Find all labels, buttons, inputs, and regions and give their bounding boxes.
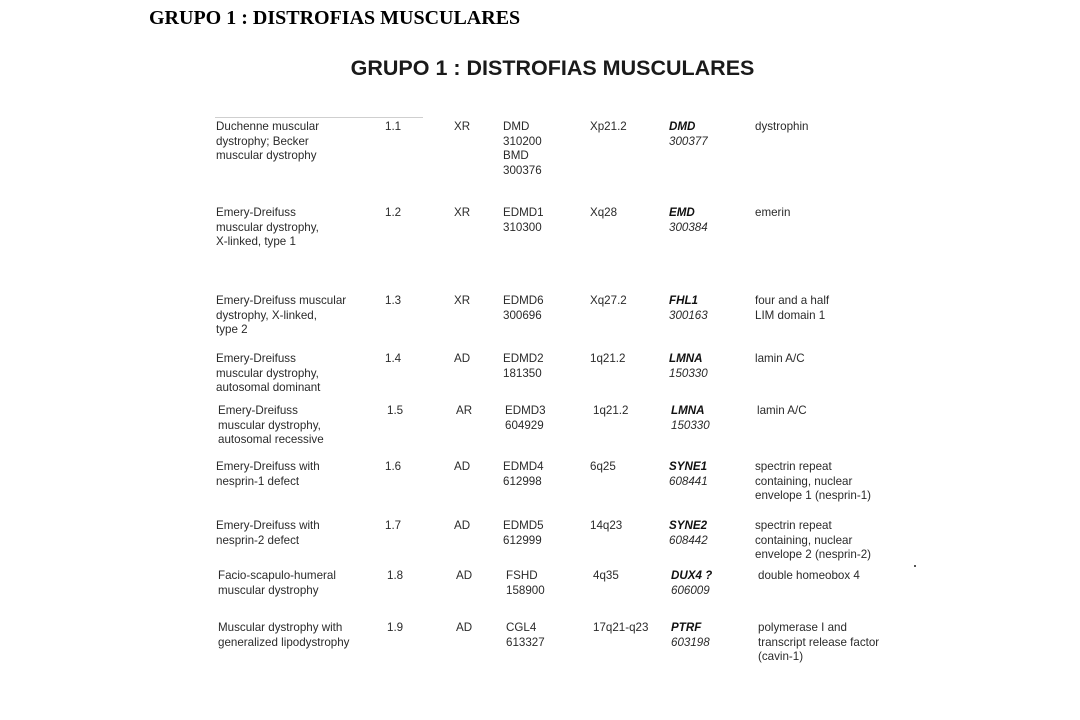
gene-locus: 14q23 [590,519,623,532]
gene-symbol: DMD [669,120,696,133]
inheritance: XR [454,120,471,133]
gene-omim: 606009 [671,583,710,597]
disease-name: Emery-Dreifuss muscular dystrophy, X-linked, type 1 [216,206,319,249]
protein: polymerase I and transcript release factor (cavin-1) [758,621,880,664]
inheritance: AR [456,404,473,417]
group-number: 1.7 [385,519,402,532]
document-title: GRUPO 1 : DISTROFIAS MUSCULARES [149,7,521,29]
inheritance: AD [454,519,471,532]
gene-omim: 300384 [669,220,708,234]
disease-name: Emery-Dreifuss muscular dystrophy, autosomal dominant [216,352,321,395]
gene-omim: 150330 [669,366,708,380]
group-number: 1.6 [385,460,402,473]
protein: spectrin repeat containing, nuclear envelope 2 (nesprin-2) [755,519,872,562]
gene-locus: 1q21.2 [590,352,626,365]
inheritance: AD [454,460,471,473]
gene-locus: 1q21.2 [593,404,629,417]
disease-symbol-omim: FSHD 158900 [506,569,545,597]
gene-omim: 608441 [669,474,708,488]
group-number: 1.8 [387,569,404,582]
group-number: 1.5 [387,404,404,417]
disease-symbol-omim: EDMD1 310300 [503,206,544,234]
gene-omim: 300377 [669,134,708,148]
disease-symbol-omim: EDMD2 181350 [503,352,544,380]
protein: emerin [755,206,791,219]
disease-symbol-omim: EDMD6 300696 [503,294,544,322]
protein: spectrin repeat containing, nuclear envelope 1 (nesprin-1) [755,460,872,503]
gene-omim: 603198 [671,635,710,649]
gene-symbol: PTRF [671,621,702,634]
gene-symbol: DUX4 ? [671,569,713,582]
gene-symbol: LMNA [671,404,705,417]
protein: four and a half LIM domain 1 [755,294,830,322]
gene-omim: 608442 [669,533,708,547]
gene-locus: 6q25 [590,460,616,473]
group-number: 1.1 [385,120,402,133]
group-number: 1.3 [385,294,402,307]
disease-symbol-omim: DMD 310200 BMD 300376 [503,120,542,177]
stray-dot [914,565,916,567]
disease-name: Emery-Dreifuss with nesprin-2 defect [216,519,320,547]
protein: double homeobox 4 [758,569,860,582]
disease-symbol-omim: CGL4 613327 [506,621,545,649]
disease-name: Facio-scapulo-humeral muscular dystrophy [218,569,336,597]
disease-name: Muscular dystrophy with generalized lipodystrophy [218,621,350,649]
inheritance: AD [456,569,473,582]
gene-omim: 150330 [671,418,710,432]
disease-symbol-omim: EDMD5 612999 [503,519,544,547]
inheritance: AD [456,621,473,634]
group-number: 1.9 [387,621,404,634]
slide-title: GRUPO 1 : DISTROFIAS MUSCULARES [350,56,755,80]
inheritance: AD [454,352,471,365]
protein: lamin A/C [755,352,805,365]
gene-symbol: LMNA [669,352,703,365]
gene-locus: 17q21-q23 [593,621,649,634]
protein: dystrophin [755,120,809,133]
disease-name: Duchenne muscular dystrophy; Becker muscular dystrophy [216,120,320,163]
gene-symbol: SYNE1 [669,460,708,473]
gene-omim: 300163 [669,308,708,322]
gene-locus: Xp21.2 [590,120,627,133]
group-number: 1.4 [385,352,402,365]
protein: lamin A/C [757,404,807,417]
gene-symbol: SYNE2 [669,519,708,532]
inheritance: XR [454,206,471,219]
disease-symbol-omim: EDMD3 604929 [505,404,546,432]
disease-name: Emery-Dreifuss muscular dystrophy, autosomal recessive [218,404,324,447]
gene-locus: Xq27.2 [590,294,627,307]
disease-name: Emery-Dreifuss muscular dystrophy, X-linked, type 2 [216,294,347,337]
gene-locus: 4q35 [593,569,619,582]
disease-name: Emery-Dreifuss with nesprin-1 defect [216,460,320,488]
inheritance: XR [454,294,471,307]
disease-symbol-omim: EDMD4 612998 [503,460,544,488]
gene-locus: Xq28 [590,206,618,219]
gene-symbol: FHL1 [669,294,698,307]
group-number: 1.2 [385,206,402,219]
gene-symbol: EMD [669,206,695,219]
